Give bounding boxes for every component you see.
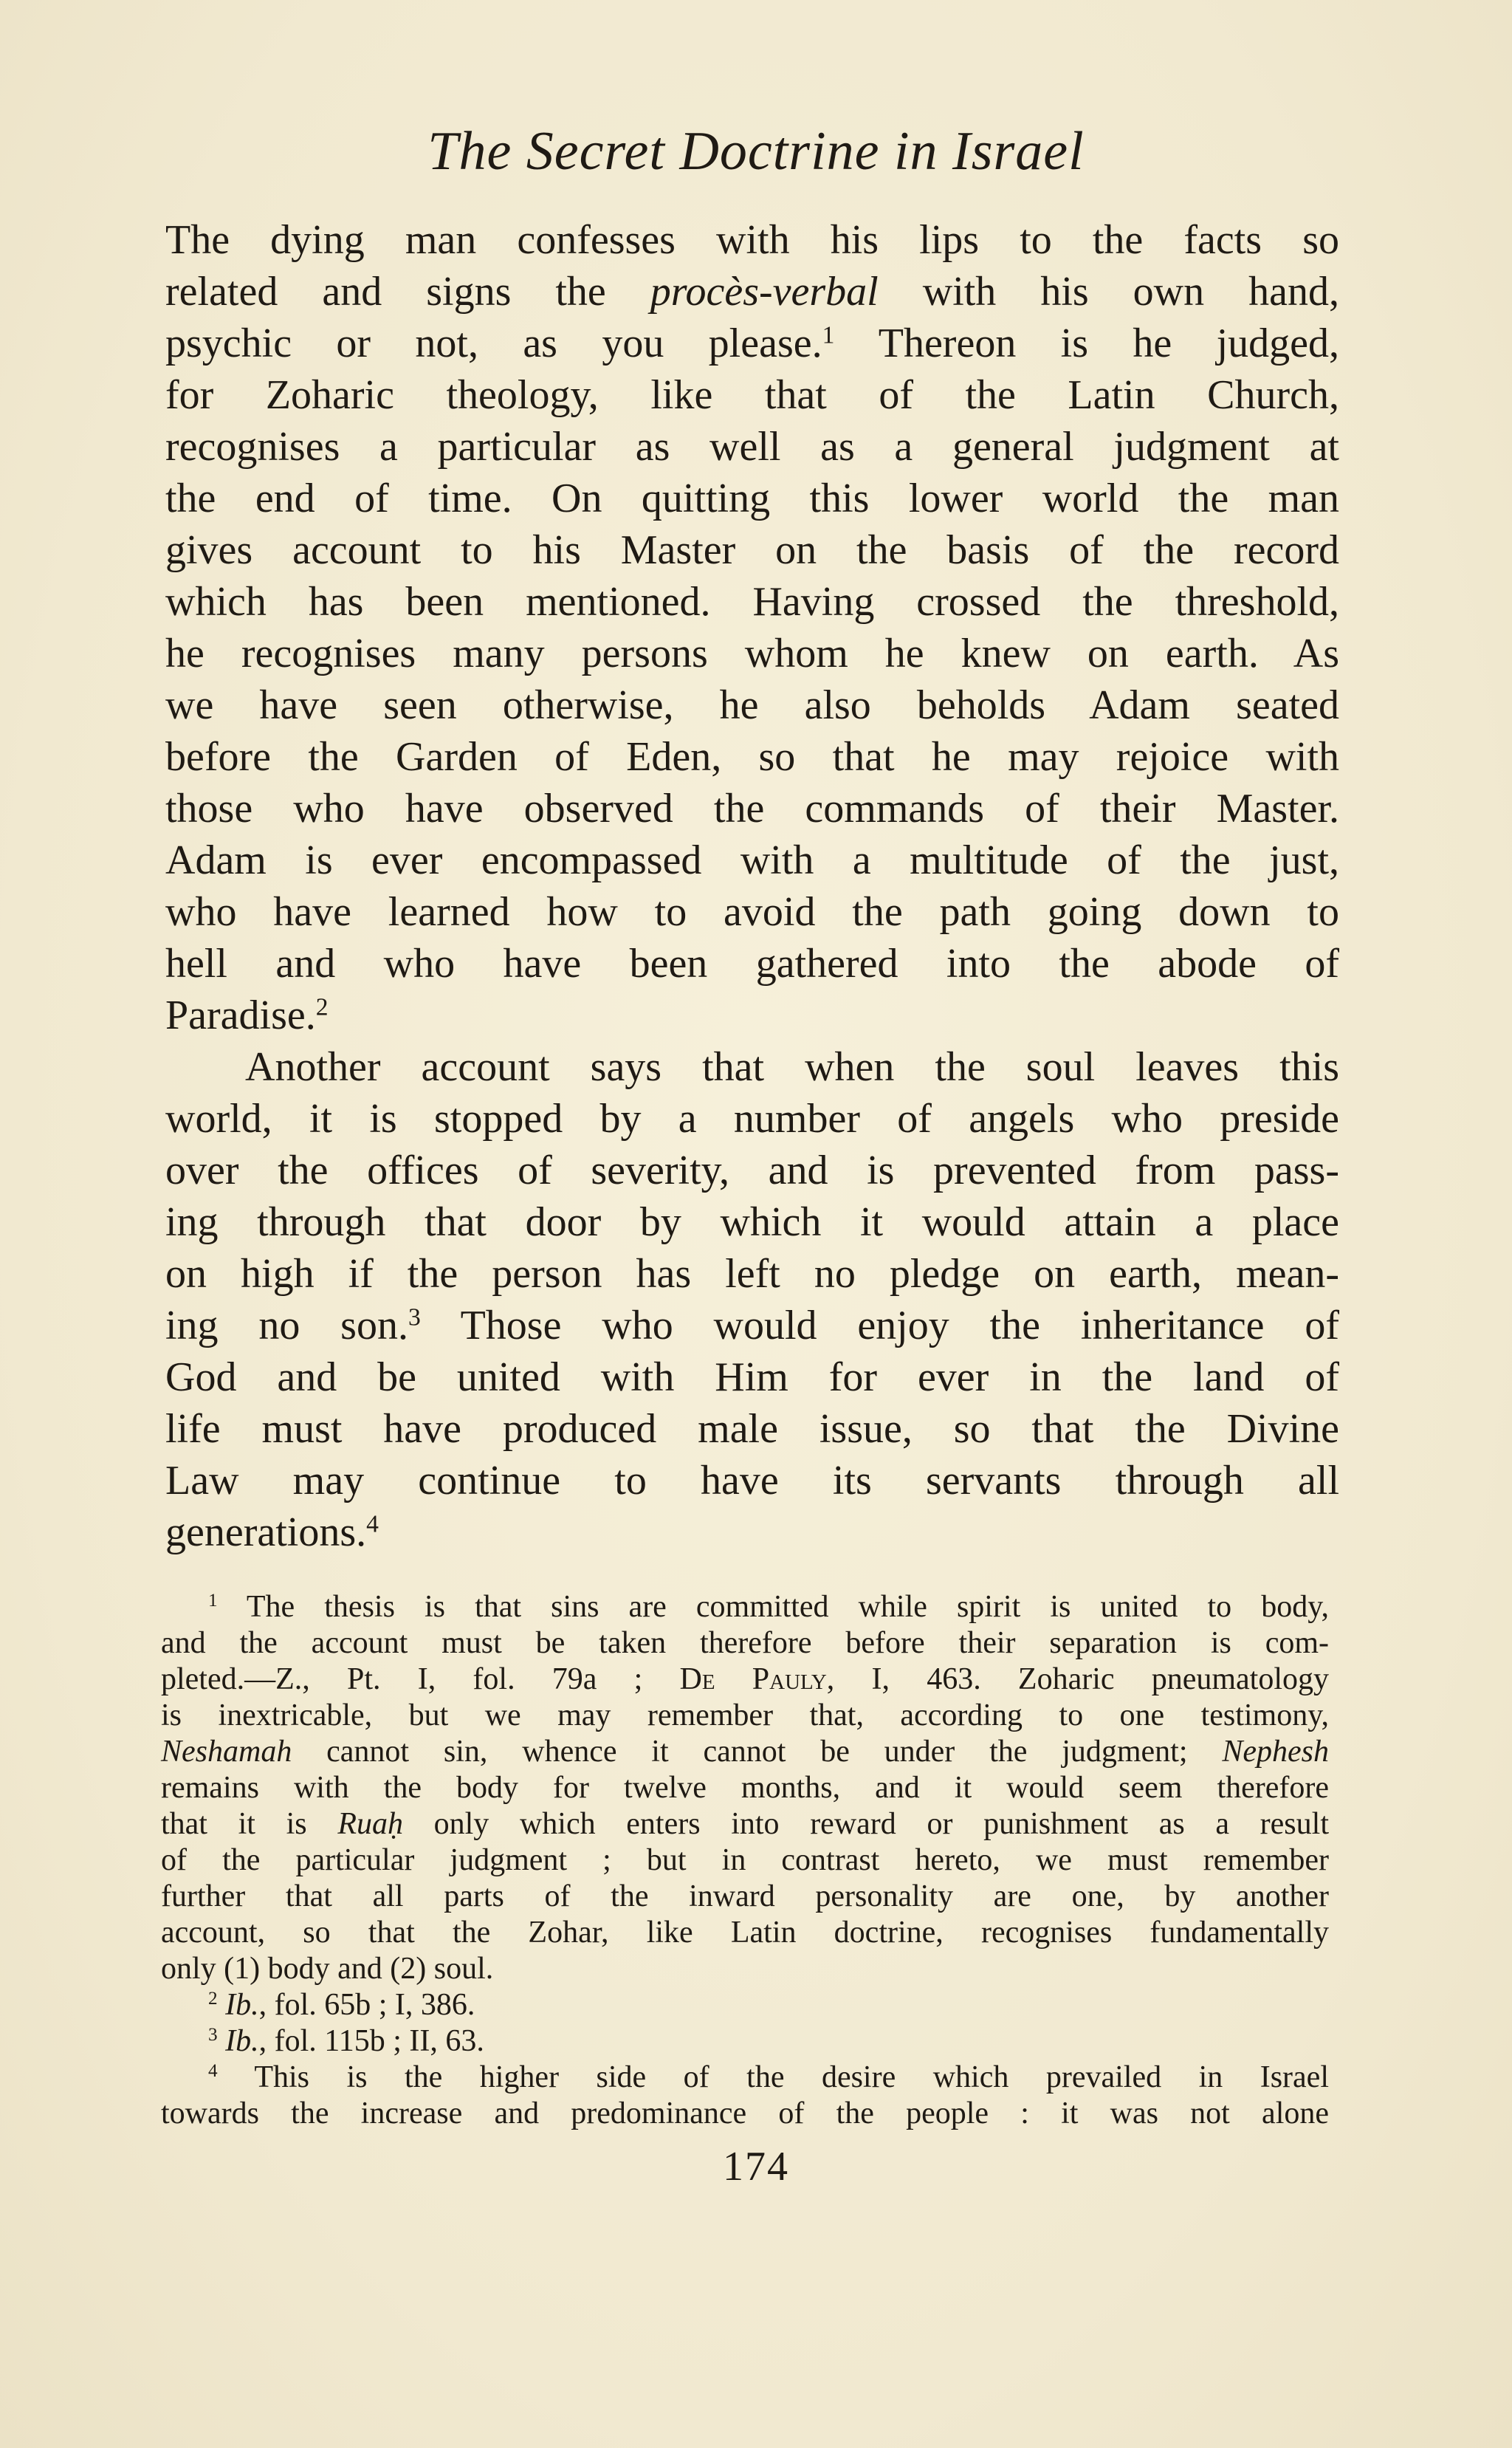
text-line: Another account says that when the soul leaves this	[245, 1044, 1339, 1090]
footnote-line: pleted.—Z., Pt. I, fol. 79a ; De Pauly, I, 463. Zoharic pneumatology	[161, 1662, 1330, 1696]
text-line: ing through that door by which it would attain a place	[165, 1199, 1339, 1245]
author-name: De Pauly	[679, 1662, 827, 1696]
footnote-2	[161, 1987, 1329, 2023]
text-line: gives account to his Master on the basis of the record	[165, 527, 1339, 573]
footnote-ref-1[interactable]: 1	[822, 321, 835, 349]
text-line: The dying man confesses with his lips to the facts so	[165, 217, 1339, 263]
text-line: for Zoharic theology, like that of the Latin Church,	[165, 372, 1339, 418]
text-line: Adam is ever encompassed with a multitude of the just,	[165, 837, 1339, 883]
footnote-ref-4[interactable]: 4	[366, 1510, 379, 1538]
text-line: world, it is stopped by a number of angels who preside	[165, 1096, 1339, 1142]
italic-term: procès-verbal	[650, 269, 879, 315]
text-line: hell and who have been gathered into the abode of	[165, 941, 1339, 987]
text-line: God and be united with Him for ever in the land of	[165, 1354, 1339, 1400]
footnote-line: $^4$ This is the higher side of the desire which prevailed in Israel	[208, 2060, 1329, 2094]
text-line: recognises a particular as well as a general judgment at	[165, 424, 1339, 470]
footnote-4	[161, 2060, 1329, 2132]
text-line: Law may continue to have its servants through all	[165, 1458, 1339, 1504]
footnote-ref-3[interactable]: 3	[408, 1303, 421, 1331]
footnote-mark: 1	[208, 1591, 218, 1611]
footnote-line: remains with the body for twelve months, and it would seem therefore	[161, 1771, 1329, 1805]
text-line: generations.$^4$	[165, 1509, 379, 1555]
footnote-line: towards the increase and predominance of the people : it was not alone	[161, 2096, 1329, 2130]
running-head: The Secret Doctrine in Israel	[427, 121, 1085, 182]
text-line: over the offices of severity, and is prevented from pass-	[165, 1148, 1339, 1193]
footnote-line: and the account must be taken therefore before their separation is com-	[161, 1626, 1329, 1660]
footnote-line: is inextricable, but we may remember that, according to one testimony,	[161, 1698, 1329, 1732]
text-line: which has been mentioned. Having crossed the threshold,	[165, 579, 1339, 625]
footnote-line: $^3$ Ib., fol. 115b ; II, 63.	[208, 2024, 484, 2058]
text-line: psychic or not, as you please.$^1$ Thereon is he judged,	[165, 320, 1339, 366]
text-line: life must have produced male issue, so that the Divine	[165, 1406, 1339, 1452]
footnote-ref-2[interactable]: 2	[315, 993, 329, 1021]
body-text	[165, 214, 1339, 1558]
text-line: those who have observed the commands of their Master.	[165, 786, 1339, 832]
footnote-3	[161, 2023, 1329, 2060]
footnote-1	[161, 1589, 1329, 1987]
text-line: the end of time. On quitting this lower world the man	[165, 476, 1339, 521]
page-number: 174	[723, 2144, 789, 2190]
text-line: he recognises many persons whom he knew on earth. As	[165, 631, 1339, 676]
paragraph-1	[165, 214, 1339, 1041]
text-line: we have seen otherwise, he also beholds Adam seated	[165, 682, 1339, 728]
footnote-line: only (1) body and (2) soul.	[161, 1952, 494, 1986]
text-line: ing no son.$^3$ Those who would enjoy the inheritance of	[165, 1303, 1339, 1348]
text-line: on high if the person has left no pledge on earth, mean-	[165, 1251, 1339, 1297]
text-line: related and signs the procès-verbal with his own hand,	[165, 269, 1339, 315]
footnote-line: $^1$ The thesis is that sins are committed while spirit is united to body,	[208, 1590, 1329, 1624]
footnote-line: of the particular judgment ; but in contrast hereto, we must remember	[161, 1843, 1329, 1877]
footnote-line: Neshamah cannot sin, whence it cannot be under the judgment; Nephesh	[161, 1735, 1329, 1769]
footnote-line: that it is Ruaḥ only which enters into reward or punishment as a result	[161, 1807, 1329, 1841]
footnote-line: $^2$ Ib., fol. 65b ; I, 386.	[208, 1988, 475, 2022]
footnote-line: further that all parts of the inward personality are one, by another	[161, 1879, 1329, 1913]
text-line: before the Garden of Eden, so that he may rejoice with	[165, 734, 1339, 780]
paragraph-2	[165, 1041, 1339, 1558]
text-line: Paradise.$^2$	[165, 992, 329, 1038]
footnotes	[161, 1589, 1329, 2132]
footnote-line: account, so that the Zohar, like Latin doctrine, recognises fundamentally	[161, 1916, 1329, 1950]
text-line: who have learned how to avoid the path going down to	[165, 889, 1339, 935]
